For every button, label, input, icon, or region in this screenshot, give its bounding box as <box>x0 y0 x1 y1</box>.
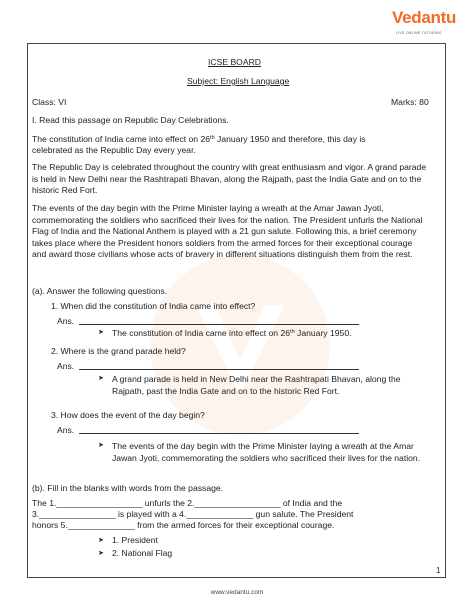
answer-line-3 <box>79 433 359 434</box>
question-2: 2. Where is the grand parade held? <box>51 346 186 356</box>
arrow-bullet-icon: ➤ <box>98 375 104 382</box>
brand-tagline: LIVE ONLINE TUTORING <box>396 31 442 35</box>
fill-answer-1: 1. President <box>112 535 158 545</box>
answer-line-2 <box>79 369 359 370</box>
part-b-heading: (b). Fill in the blanks with words from the passage. <box>32 483 224 493</box>
answer-1: The constitution of India came into effect on 26th January 1950. <box>112 328 352 338</box>
arrow-bullet-icon: ➤ <box>98 442 104 449</box>
fill-blank-line-1: The 1.__________________ unfurls the 2.__________________ of India and the <box>32 498 343 508</box>
answer-label-2: Ans. <box>57 361 75 371</box>
fill-blank-line-2: 3.________________ is played with a 4.______________ gun salute. The President <box>32 509 354 519</box>
subject-title: Subject: English Language <box>187 76 290 86</box>
marks-label: Marks: 80 <box>391 97 429 107</box>
part-a-heading: (a). Answer the following questions. <box>32 286 168 296</box>
answer-3: The events of the day begin with the Prime Minister laying a wreath at the Amar Jawan Jyoti, commemorating the soldiers who sacrificed their lives for the nation. <box>112 441 421 463</box>
passage-para3: The events of the day begin with the Prime Minister laying a wreath at the Amar Jawan Jyoti, commemorating the soldiers who sacrificed their lives for the nation. The President unfurls the National Flag of India and the National Anthem is played with a 21 gun salute. Following this, a brief ceremony takes place where the President honors soldiers from the armed forces for their exceptional courage and award those civilians whose acts of bravery in different situations distinguish them from the rest. <box>32 203 423 259</box>
question-1: 1. When did the constitution of India came into effect? <box>51 301 256 311</box>
class-label: Class: VI <box>32 97 67 107</box>
answer-label-3: Ans. <box>57 425 75 435</box>
arrow-bullet-icon: ➤ <box>98 537 104 544</box>
board-title: ICSE BOARD <box>208 57 262 67</box>
vedantu-logo <box>392 8 457 42</box>
footer-url[interactable]: www.vedantu.com <box>210 589 264 596</box>
page-number: 1 <box>436 566 441 575</box>
question-3: 3. How does the event of the day begin? <box>51 410 205 420</box>
passage-para1-line1: The constitution of India came into effect on 26th January 1950 and therefore, this day is <box>32 134 366 144</box>
fill-answer-2: 2. National Flag <box>112 548 173 558</box>
answer-label-1: Ans. <box>57 316 75 326</box>
brand-name: Vedantu <box>392 8 457 27</box>
answer-2: A grand parade is held in New Delhi near the Rashtrapati Bhavan, along the Rajpath, past the India Gate and on to the historic Red Fort. <box>112 374 401 396</box>
passage-para2: The Republic Day is celebrated throughout the country with great enthusiasm and vigor. A grand parade is held in New Delhi near the Rashtrapati Bhavan, along the Rajpath, past the India Gate and on to the historic Red Fort. <box>32 162 427 195</box>
answer-line-1 <box>79 324 359 325</box>
passage-para1-line2: celebrated as the Republic Day every year. <box>32 145 196 155</box>
arrow-bullet-icon: ➤ <box>98 329 104 336</box>
fill-blank-line-3: honors 5.______________ from the armed forces for their exceptional courage. <box>32 520 335 530</box>
arrow-bullet-icon: ➤ <box>98 550 104 557</box>
section1-instruction: I. Read this passage on Republic Day Celebrations. <box>32 115 229 125</box>
